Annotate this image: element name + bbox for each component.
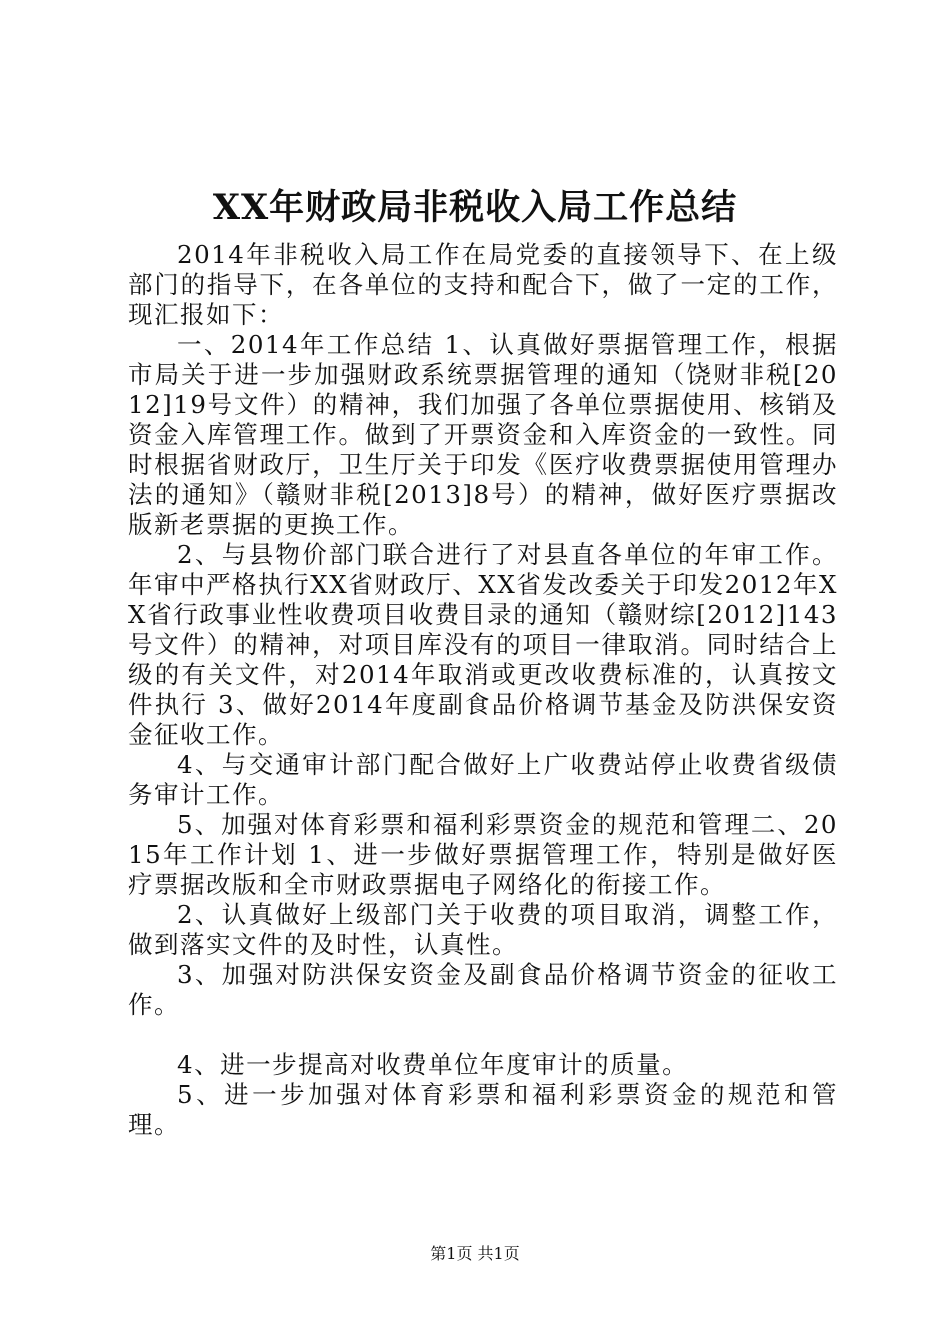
paragraph-audit: 4、与交通审计部门配合做好上广收费站停止收费省级债务审计工作。 [128, 750, 838, 809]
document-body [128, 240, 838, 1140]
page-footer: 第1页 共1页 [430, 1244, 520, 1263]
paragraph-annual-review: 2、与县物价部门联合进行了对县直各单位的年审工作。年审中严格执行XX省财政厅、XX省发改委关于印发2012年XX省行政事业性收费项目收费目录的通知（赣财综[2012]143号文件）的精神，对项目库没有的项目一律取消。同时结合上级的有关文件，对2014年取消或更改收费标准的，认真按文件执行 3、做好2014年度副食品价格调节基金及防洪保安资金征收工作。 [128, 540, 838, 749]
paragraph-intro: 2014年非税收入局工作在局党委的直接领导下、在上级部门的指导下，在各单位的支持和配合下，做了一定的工作，现汇报如下： [128, 240, 838, 329]
paragraph-summary-2014: 一、2014年工作总结 1、认真做好票据管理工作，根据市局关于进一步加强财政系统票据管理的通知（饶财非税[2012]19号文件）的精神，我们加强了各单位票据使用、核销及资金入库管理工作。做到了开票资金和入库资金的一致性。同时根据省财政厅，卫生厅关于印发《医疗收费票据使用管理办法的通知》（赣财非税[2013]8号）的精神，做好医疗票据改版新老票据的更换工作。 [128, 330, 838, 539]
paragraph-plan-item-2: 2、认真做好上级部门关于收费的项目取消，调整工作，做到落实文件的及时性，认真性。 [128, 900, 838, 959]
paragraph-plan-item-3: 3、加强对防洪保安资金及副食品价格调节资金的征收工作。 [128, 960, 838, 1019]
paragraph-plan-item-5: 5、进一步加强对体育彩票和福利彩票资金的规范和管理。 [128, 1080, 838, 1139]
paragraph-plan-item-4: 4、进一步提高对收费单位年度审计的质量。 [177, 1050, 689, 1079]
paragraph-plan-2015: 5、加强对体育彩票和福利彩票资金的规范和管理二、2015年工作计划 1、进一步做好票据管理工作，特别是做好医疗票据改版和全市财政票据电子网络化的衔接工作。 [128, 810, 838, 899]
document-title: XX年财政局非税收入局工作总结 [212, 187, 738, 228]
